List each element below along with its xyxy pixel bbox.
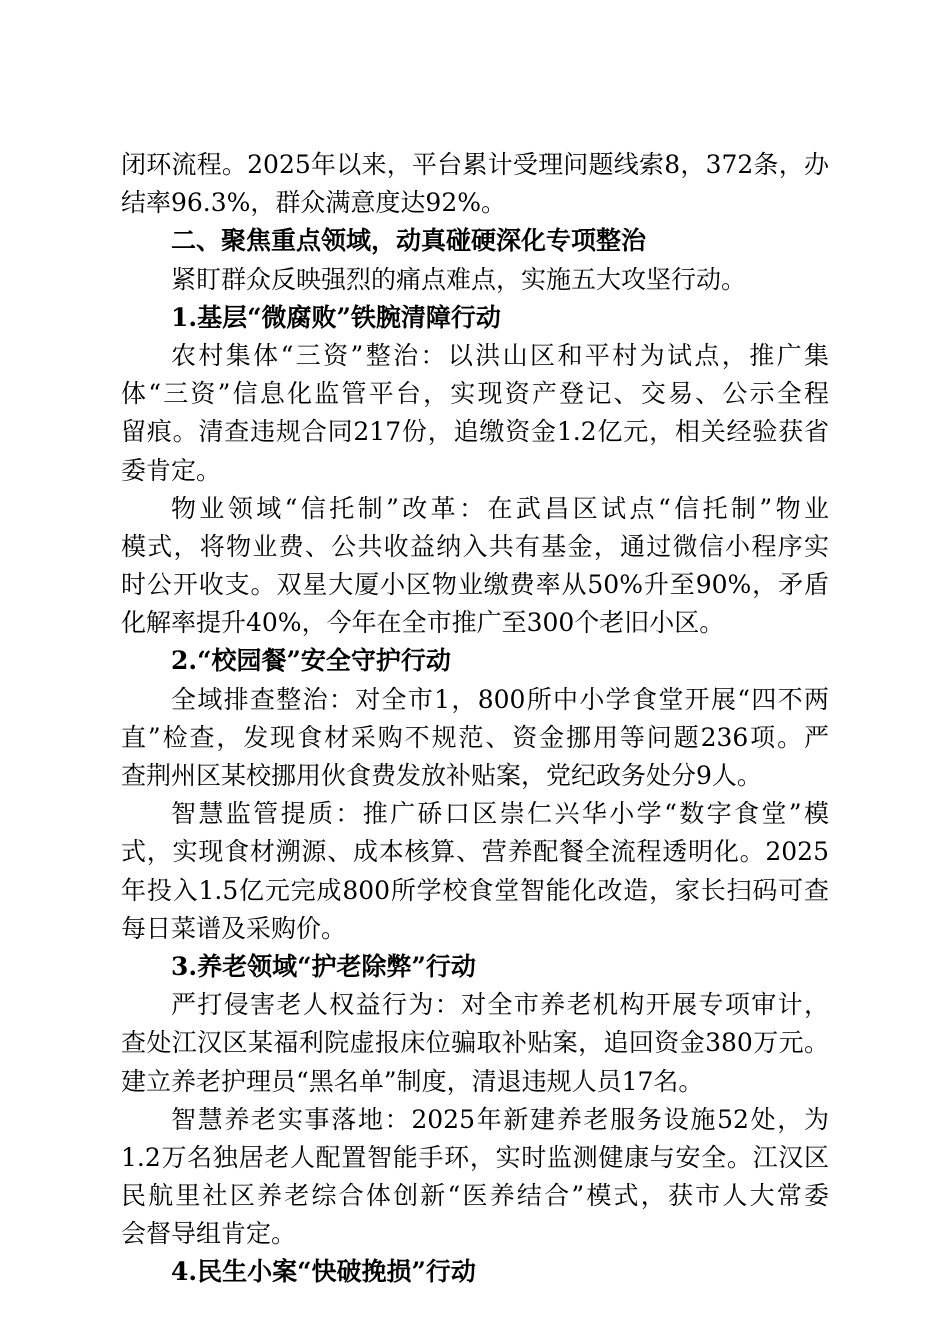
body-text-line: 留痕。清查违规合同217份，追缴资金1.2亿元，相关经验获省 bbox=[121, 417, 829, 447]
subsection-heading: 1.基层“微腐败”铁腕清障行动 bbox=[171, 302, 501, 332]
body-text-line: 严打侵害老人权益行为：对全市养老机构开展专项审计， bbox=[171, 990, 829, 1020]
body-text-line: 直”检查，发现食材采购不规范、资金挪用等问题236项。严 bbox=[121, 722, 829, 752]
body-text-line: 智慧监管提质：推广硚口区崇仁兴华小学“数字食堂”模 bbox=[171, 799, 829, 829]
document-page bbox=[121, 146, 829, 1292]
body-text-line: 会督导组肯定。 bbox=[121, 1219, 297, 1249]
subsection-heading: 2.“校园餐”安全守护行动 bbox=[171, 646, 451, 676]
body-text-line: 全域排查整治：对全市1，800所中小学食堂开展“四不两 bbox=[171, 684, 829, 714]
body-text-line: 时公开收支。双星大厦小区物业缴费率从50%升至90%，矛盾 bbox=[121, 570, 829, 600]
body-text-line: 紧盯群众反映强烈的痛点难点，实施五大攻坚行动。 bbox=[171, 264, 747, 294]
body-text-line: 年投入1.5亿元完成800所学校食堂智能化改造，家长扫码可查 bbox=[121, 875, 829, 905]
body-text-line: 查荆州区某校挪用伙食费发放补贴案，党纪政务处分9人。 bbox=[121, 761, 762, 790]
body-text-line: 建立养老护理员“黑名单”制度，清退违规人员17名。 bbox=[121, 1066, 704, 1096]
section-heading: 二、聚焦重点领域，动真碰硬深化专项整治 bbox=[171, 226, 647, 256]
body-text-line: 结率96.3%，群众满意度达92%。 bbox=[121, 188, 506, 218]
body-text-line: 1.2万名独居老人配置智能手环，实时监测健康与安全。江汉区 bbox=[121, 1142, 829, 1172]
body-text-line: 化解率提升40%，今年在全市推广至300个老旧小区。 bbox=[121, 608, 725, 638]
body-text-line: 体“三资”信息化监管平台，实现资产登记、交易、公示全程 bbox=[121, 379, 829, 409]
body-text-line: 农村集体“三资”整治：以洪山区和平村为试点，推广集 bbox=[171, 340, 829, 370]
subsection-heading: 3.养老领域“护老除弊”行动 bbox=[171, 951, 476, 981]
body-text-line: 智慧养老实事落地：2025年新建养老服务设施52处，为 bbox=[171, 1104, 829, 1134]
body-text-line: 查处江汉区某福利院虚报床位骗取补贴案，追回资金380万元。 bbox=[121, 1028, 829, 1058]
body-text-line: 每日菜谱及采购价。 bbox=[121, 913, 347, 943]
body-text-line: 民航里社区养老综合体创新“医养结合”模式，获市人大常委 bbox=[121, 1181, 829, 1211]
body-text-line: 闭环流程。2025年以来，平台累计受理问题线索8，372条，办 bbox=[121, 150, 829, 179]
body-text-line: 式，实现食材溯源、成本核算、营养配餐全流程透明化。2025 bbox=[121, 837, 829, 867]
body-text-line: 模式，将物业费、公共收益纳入共有基金，通过微信小程序实 bbox=[121, 531, 829, 561]
body-text-line: 物业领域“信托制”改革：在武昌区试点“信托制”物业 bbox=[171, 493, 829, 523]
body-text-line: 委肯定。 bbox=[121, 455, 222, 485]
subsection-heading: 4.民生小案“快破挽损”行动 bbox=[171, 1257, 476, 1287]
